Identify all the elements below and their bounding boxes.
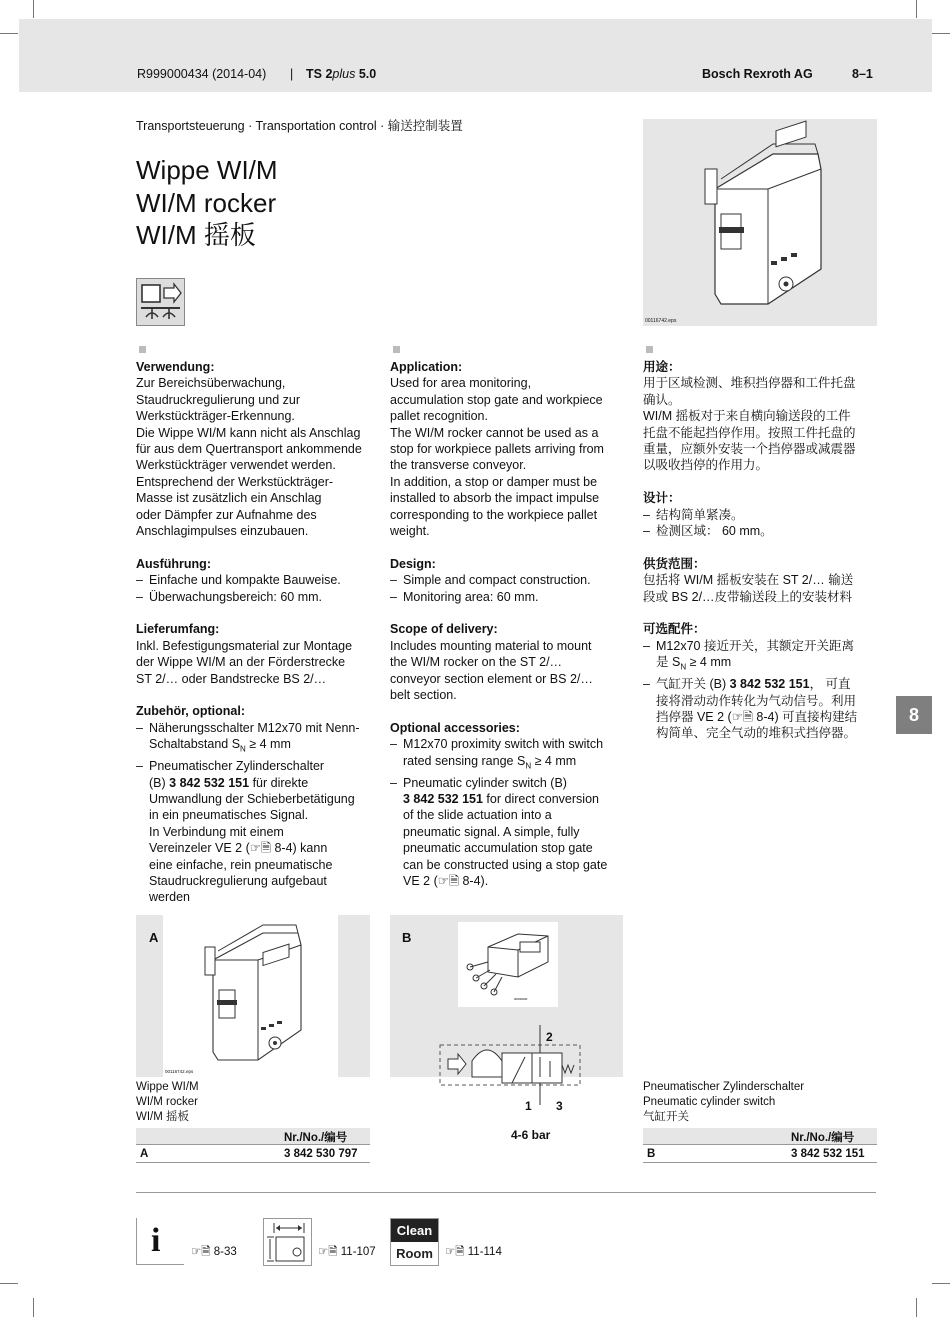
part-number[interactable]: 3 842 532 151 [791,1148,865,1160]
heading-application: Verwendung: [136,360,215,374]
text-line: conveyor section element or BS 2/… [390,671,593,686]
column-chinese [643,346,881,742]
figure-b-canvas [458,922,558,1007]
function-icon [136,278,185,326]
info-box [136,1218,184,1265]
part-number[interactable]: 3 842 530 797 [284,1148,358,1160]
text-line: Werkstückträger-Erkennung. [136,409,295,424]
figure-c-caption [643,1080,804,1125]
list-item: – M12x70 接近开关，其额定开关距离 是 $S_N \ge 4$ mm [643,638,881,676]
optional-list [390,736,628,889]
table-header [643,1128,877,1145]
heading-optional: Optional accessories: [390,720,520,735]
text-line: belt section. [390,688,457,703]
crop-mark [932,1283,950,1284]
list-item: – Pneumatischer Zylinderschalter (B) 3 842 532 151 für direkte Umwandlung der Schieberbetätigung in ein pneumatisches Signal. In Verbindung mit einem Vereinzeler VE 2 (☞🗎 8-4) kann eine einfache, rein pneumatische Staudruckregulierung aufgebaut werden [136,758,374,906]
svg-text:00000000: 00000000 [514,997,528,1001]
page-header [19,19,932,92]
title-zh: WI/M 摇板 [136,220,256,250]
text-line: Includes mounting material to mount [390,638,592,653]
list-item: – M12x70 proximity switch with switch rated sensing range $S_N \ge 4$ mm [390,736,628,774]
text-line: 用于区域检测、堆积挡停器和工件托盘 [643,376,856,391]
list-item: – Monitoring area: 60 mm. [390,589,628,605]
text-line: WI/M 摇板对于来自横向输送段的工件 [643,409,851,424]
table-row [136,1145,370,1163]
page-title [136,154,278,252]
optional-list [136,720,374,906]
heading-optional: Zubehör, optional: [136,704,246,719]
figure-b-label: B [402,930,412,945]
crop-mark [33,0,34,18]
list-item: – Pneumatic cylinder switch (B) 3 842 532 151 for direct conversion of the slide actuation into a pneumatic signal. A simple, fully pneumatic accumulation stop gate can be constructed using a stop gate VE 2 (☞🗎 8-4). [390,775,628,890]
ref-link[interactable]: ☞🗎 11-107 [318,1246,376,1258]
text-line: corresponding to the workpiece pallet [390,507,598,522]
crop-mark [932,33,950,34]
heading-application: Application: [390,360,463,374]
info-icon: i [151,1222,161,1259]
text-line: The WI/M rocker cannot be used as a [390,425,599,440]
text-line: weight. [390,524,430,539]
caption-line: Pneumatic cylinder switch [643,1096,776,1108]
title-en: WI/M rocker [136,187,277,218]
figure-b [390,915,623,1142]
figure-a-canvas [163,915,338,1077]
caption-line: 气缸开关 [643,1111,689,1123]
header-separator: | [290,67,294,81]
optional-list [643,638,881,742]
pneumatic-symbol [430,1025,590,1105]
text-line: 托盘不能起挡停作用。按照工件托盘的 [643,425,856,440]
text-line: 以吸收挡停的作用力。 [643,458,769,473]
heading-design: Ausführung: [136,556,211,571]
text-line: Zur Bereichsüberwachung, [136,376,286,391]
footer-divider [136,1192,876,1193]
port-3: 3 [556,1099,563,1113]
row-key: B [647,1148,656,1160]
image-label: 00116742.eps [645,318,677,324]
port-1: 1 [525,1099,532,1113]
heading-optional: 可选配件： [643,622,706,637]
text-line: the transverse conveyor. [390,458,527,473]
list-item: – Einfache und kompakte Bauweise. [136,572,374,588]
image-label: 00116742.eps [165,1069,194,1074]
list-item: – 气缸开关 (B) 3 842 532 151， 可直 接将滑动动作转化为气动信号。利用 挡停器 VE 2 (☞🗎 8-4) 可直接构建结 构简单、完全气动的堆积式挡停器。 [643,676,881,742]
ref-link[interactable]: ☞🗎 8-33 [191,1246,237,1258]
design-list [390,572,628,605]
crop-mark [916,1298,917,1317]
doc-id: R999000434 (2014-04) [137,67,267,81]
heading-scope: Lieferumfang: [136,622,220,637]
list-item: – Simple and compact construction. [390,572,628,588]
figure-a-caption [136,1080,199,1125]
table-header [136,1128,370,1145]
clean-room-icon [390,1218,439,1266]
text-line: Inkl. Befestigungsmaterial zur Montage [136,638,353,653]
bullet-square [646,346,653,353]
list-item: – 检测区域： 60 mm。 [643,523,881,539]
text-line: oder Dämpfer zur Aufnahme des [136,507,317,522]
dimension-icon [263,1218,312,1266]
text-line: the WI/M rocker on the ST 2/… [390,655,563,670]
row-key: A [140,1148,149,1160]
text-line: 段或 BS 2/…皮带输送段上的安装材料 [643,589,853,604]
text-line: 包括将 WI/M 摇板安装在 ST 2/… 输送 [643,573,854,588]
list-item: – Näherungsschalter M12x70 mit Nenn- Schaltabstand $S_N \ge 4$ mm [136,720,374,758]
caption-line: WI/M rocker [136,1096,198,1108]
heading-application: 用途： [643,360,681,374]
design-list [136,572,374,605]
clean-label: Clean [391,1219,438,1242]
list-item: – 结构简单紧凑。 [643,507,881,523]
text-line: Werkstückträger verwendet werden. [136,458,336,473]
column-english [390,346,628,889]
bullet-square [393,346,400,353]
port-2: 2 [546,1030,553,1044]
pressure-label: 4-6 bar [511,1128,551,1142]
product-image [643,119,877,326]
text-line: 确认。 [643,392,681,407]
rocker-drawing [643,119,877,326]
room-label: Room [396,1246,433,1261]
caption-line: Pneumatischer Zylinderschalter [643,1081,805,1093]
caption-line: Wippe WI/M [136,1081,199,1093]
text-line: für aus dem Quertransport ankommende [136,442,362,457]
title-de: Wippe WI/M [136,155,278,185]
text-line: stop for workpiece pallets arriving from [390,442,604,457]
table-row [643,1145,877,1163]
text-line: ST 2/… oder Bandstrecke BS 2/… [136,671,327,686]
ref-link[interactable]: ☞🗎 11-114 [445,1246,502,1258]
text-line: Die Wippe WI/M kann nicht als Anschlag [136,425,361,440]
figure-a [136,915,370,1077]
company-name: Bosch Rexroth AG [702,67,813,81]
text-line: pallet recognition. [390,409,488,424]
text-line: In addition, a stop or damper must be [390,474,598,489]
text-line: Used for area monitoring, [390,376,532,391]
heading-scope: Scope of delivery: [390,622,498,637]
crop-mark [0,33,18,34]
page-subtitle: Transportsteuerung · Transportation control · 输送控制装置 [136,119,463,133]
section-tab[interactable]: 8 [896,696,932,734]
text-line: installed to absorb the impact impulse [390,491,600,506]
table-header-label: Nr./No./编号 [791,1132,855,1144]
design-list [643,507,881,540]
order-table-a [136,1128,370,1163]
bullet-square [139,346,146,353]
heading-design: Design: [390,556,436,571]
heading-scope: 供货范围： [643,556,706,571]
heading-design: 设计： [643,491,681,506]
text-line: Anschlagimpulses einzubauen. [136,524,309,539]
crop-mark [33,1298,34,1317]
column-german [136,346,374,906]
text-line: Masse ist zusätzlich ein Anschlag [136,491,322,506]
crop-mark [0,1283,18,1284]
text-line: 重量，应额外安装一个挡停器或减震器 [643,442,856,457]
text-line: Entsprechend der Werkstückträger- [136,474,334,489]
figure-a-label: A [149,930,159,945]
order-table-b [643,1128,877,1163]
page-number: 8–1 [852,67,873,81]
product-name: TS 2plus 5.0 [306,67,377,81]
text-line: Staudruckregulierung und zur [136,392,300,407]
table-header-label: Nr./No./编号 [284,1132,348,1144]
list-item: – Überwachungsbereich: 60 mm. [136,589,374,605]
caption-line: WI/M 摇板 [136,1111,190,1123]
text-line: accumulation stop gate and workpiece [390,392,603,407]
crop-mark [916,0,917,18]
text-line: der Wippe WI/M an der Förderstrecke [136,655,346,670]
